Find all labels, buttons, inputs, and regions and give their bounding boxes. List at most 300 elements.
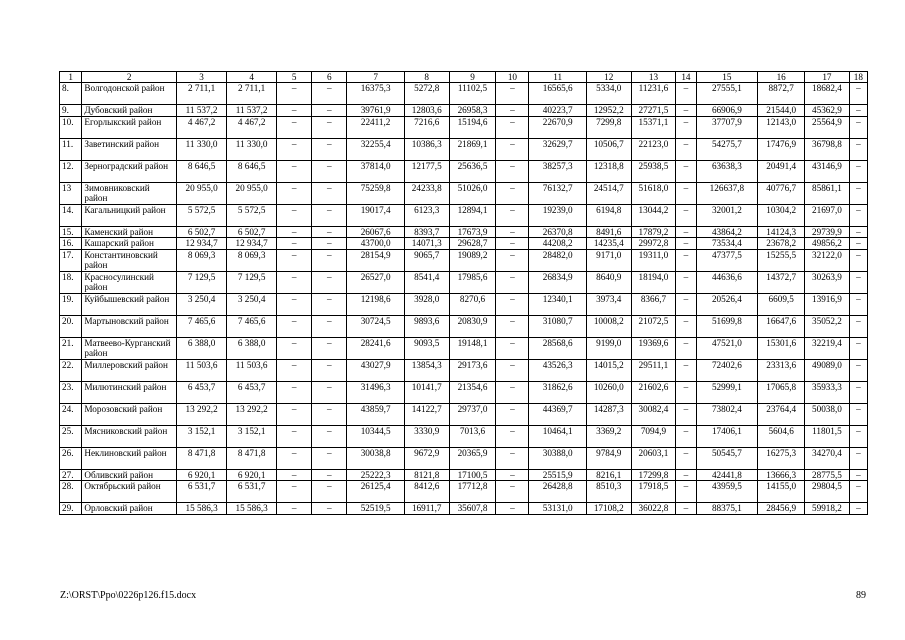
value-cell: 12340,1 bbox=[529, 293, 586, 315]
value-cell: 13 292,2 bbox=[177, 403, 227, 425]
row-number-cell: 18. bbox=[60, 271, 82, 293]
empty-value-cell: – bbox=[496, 503, 529, 515]
value-cell: 15301,6 bbox=[758, 337, 805, 359]
value-cell: 20 955,0 bbox=[177, 182, 227, 204]
value-cell: 9171,0 bbox=[586, 249, 631, 271]
empty-value-cell: – bbox=[277, 359, 312, 381]
table-row bbox=[60, 116, 868, 138]
value-cell: 15 586,3 bbox=[227, 503, 277, 515]
table-row bbox=[60, 204, 868, 226]
empty-value-cell: – bbox=[496, 249, 529, 271]
value-cell: 21354,6 bbox=[449, 381, 496, 403]
value-cell: 66906,9 bbox=[696, 105, 758, 117]
empty-value-cell: – bbox=[496, 381, 529, 403]
value-cell: 50545,7 bbox=[696, 447, 758, 469]
value-cell: 8 646,5 bbox=[227, 160, 277, 182]
empty-value-cell: – bbox=[496, 425, 529, 447]
empty-value-cell: – bbox=[277, 425, 312, 447]
row-number-cell: 25. bbox=[60, 425, 82, 447]
value-cell: 25564,9 bbox=[805, 116, 850, 138]
value-cell: 16275,3 bbox=[758, 447, 805, 469]
empty-value-cell: – bbox=[676, 469, 696, 481]
value-cell: 26834,9 bbox=[529, 271, 586, 293]
column-number-cell: 15 bbox=[696, 72, 758, 83]
district-name-cell: Егорлыкский район bbox=[82, 116, 177, 138]
column-number-cell: 4 bbox=[227, 72, 277, 83]
value-cell: 12894,1 bbox=[449, 204, 496, 226]
value-cell: 20365,9 bbox=[449, 447, 496, 469]
value-cell: 6 920,1 bbox=[177, 469, 227, 481]
column-number-cell: 8 bbox=[404, 72, 449, 83]
value-cell: 7 129,5 bbox=[177, 271, 227, 293]
value-cell: 44208,2 bbox=[529, 238, 586, 250]
value-cell: 9784,9 bbox=[586, 447, 631, 469]
empty-value-cell: – bbox=[277, 481, 312, 503]
value-cell: 12 934,7 bbox=[227, 238, 277, 250]
empty-value-cell: – bbox=[676, 116, 696, 138]
row-number-cell: 13 bbox=[60, 182, 82, 204]
value-cell: 16647,6 bbox=[758, 315, 805, 337]
value-cell: 6 531,7 bbox=[227, 481, 277, 503]
value-cell: 24514,7 bbox=[586, 182, 631, 204]
value-cell: 9199,0 bbox=[586, 337, 631, 359]
empty-value-cell: – bbox=[496, 447, 529, 469]
district-name-cell: Матвеево-Курганский район bbox=[82, 337, 177, 359]
value-cell: 24233,8 bbox=[404, 182, 449, 204]
district-name-cell: Милютинский район bbox=[82, 381, 177, 403]
empty-value-cell: – bbox=[676, 315, 696, 337]
value-cell: 17879,2 bbox=[631, 226, 676, 238]
value-cell: 19311,0 bbox=[631, 249, 676, 271]
value-cell: 5604,6 bbox=[758, 425, 805, 447]
file-path-footer: Z:\ORST\Ppo\0226p126.f15.docx bbox=[60, 590, 197, 601]
value-cell: 14372,7 bbox=[758, 271, 805, 293]
empty-value-cell: – bbox=[676, 425, 696, 447]
value-cell: 12952,2 bbox=[586, 105, 631, 117]
value-cell: 5334,0 bbox=[586, 83, 631, 105]
value-cell: 73534,4 bbox=[696, 238, 758, 250]
empty-value-cell: – bbox=[676, 271, 696, 293]
value-cell: 4 467,2 bbox=[177, 116, 227, 138]
value-cell: 22123,0 bbox=[631, 138, 676, 160]
value-cell: 3973,4 bbox=[586, 293, 631, 315]
value-cell: 10344,5 bbox=[347, 425, 404, 447]
table-row bbox=[60, 447, 868, 469]
value-cell: 34270,4 bbox=[805, 447, 850, 469]
table-row bbox=[60, 381, 868, 403]
empty-value-cell: – bbox=[312, 160, 347, 182]
table-row bbox=[60, 105, 868, 117]
value-cell: 27555,1 bbox=[696, 83, 758, 105]
district-name-cell: Заветинский район bbox=[82, 138, 177, 160]
row-number-cell: 22. bbox=[60, 359, 82, 381]
value-cell: 35607,8 bbox=[449, 503, 496, 515]
empty-value-cell: – bbox=[676, 403, 696, 425]
value-cell: 6 920,1 bbox=[227, 469, 277, 481]
empty-value-cell: – bbox=[496, 116, 529, 138]
value-cell: 51026,0 bbox=[449, 182, 496, 204]
empty-value-cell: – bbox=[312, 425, 347, 447]
value-cell: 37814,0 bbox=[347, 160, 404, 182]
value-cell: 16911,7 bbox=[404, 503, 449, 515]
value-cell: 17673,9 bbox=[449, 226, 496, 238]
column-number-cell: 14 bbox=[676, 72, 696, 83]
district-name-cell: Неклиновский район bbox=[82, 447, 177, 469]
value-cell: 8 069,3 bbox=[177, 249, 227, 271]
value-cell: 13 292,2 bbox=[227, 403, 277, 425]
value-cell: 7094,9 bbox=[631, 425, 676, 447]
value-cell: 40223,7 bbox=[529, 105, 586, 117]
value-cell: 19148,1 bbox=[449, 337, 496, 359]
empty-value-cell: – bbox=[277, 226, 312, 238]
value-cell: 11 537,2 bbox=[227, 105, 277, 117]
value-cell: 7 465,6 bbox=[227, 315, 277, 337]
value-cell: 30263,9 bbox=[805, 271, 850, 293]
value-cell: 126637,8 bbox=[696, 182, 758, 204]
empty-value-cell: – bbox=[676, 249, 696, 271]
value-cell: 19017,4 bbox=[347, 204, 404, 226]
empty-value-cell: – bbox=[496, 105, 529, 117]
empty-value-cell: – bbox=[849, 469, 867, 481]
district-name-cell: Морозовский район bbox=[82, 403, 177, 425]
column-number-cell: 5 bbox=[277, 72, 312, 83]
empty-value-cell: – bbox=[849, 249, 867, 271]
empty-value-cell: – bbox=[312, 204, 347, 226]
table-row bbox=[60, 83, 868, 105]
value-cell: 17476,9 bbox=[758, 138, 805, 160]
value-cell: 17985,6 bbox=[449, 271, 496, 293]
value-cell: 8366,7 bbox=[631, 293, 676, 315]
empty-value-cell: – bbox=[312, 503, 347, 515]
value-cell: 11 330,0 bbox=[177, 138, 227, 160]
value-cell: 15371,1 bbox=[631, 116, 676, 138]
value-cell: 3 152,1 bbox=[177, 425, 227, 447]
empty-value-cell: – bbox=[676, 337, 696, 359]
empty-value-cell: – bbox=[277, 337, 312, 359]
empty-value-cell: – bbox=[312, 105, 347, 117]
value-cell: 11 330,0 bbox=[227, 138, 277, 160]
value-cell: 20830,9 bbox=[449, 315, 496, 337]
value-cell: 29804,5 bbox=[805, 481, 850, 503]
value-cell: 8491,6 bbox=[586, 226, 631, 238]
empty-value-cell: – bbox=[849, 204, 867, 226]
empty-value-cell: – bbox=[676, 503, 696, 515]
table-row bbox=[60, 238, 868, 250]
value-cell: 31862,6 bbox=[529, 381, 586, 403]
empty-value-cell: – bbox=[849, 359, 867, 381]
empty-value-cell: – bbox=[277, 105, 312, 117]
empty-value-cell: – bbox=[676, 359, 696, 381]
table-row bbox=[60, 249, 868, 271]
district-name-cell: Волгодонской район bbox=[82, 83, 177, 105]
value-cell: 28456,9 bbox=[758, 503, 805, 515]
empty-value-cell: – bbox=[312, 83, 347, 105]
value-cell: 16565,6 bbox=[529, 83, 586, 105]
value-cell: 85861,1 bbox=[805, 182, 850, 204]
empty-value-cell: – bbox=[849, 447, 867, 469]
value-cell: 8121,8 bbox=[404, 469, 449, 481]
value-cell: 28241,6 bbox=[347, 337, 404, 359]
value-cell: 19089,2 bbox=[449, 249, 496, 271]
value-cell: 9093,5 bbox=[404, 337, 449, 359]
district-name-cell: Зерноградский район bbox=[82, 160, 177, 182]
value-cell: 7013,6 bbox=[449, 425, 496, 447]
table-row bbox=[60, 337, 868, 359]
value-cell: 12177,5 bbox=[404, 160, 449, 182]
column-number-cell: 12 bbox=[586, 72, 631, 83]
value-cell: 8270,6 bbox=[449, 293, 496, 315]
empty-value-cell: – bbox=[312, 226, 347, 238]
value-cell: 17100,5 bbox=[449, 469, 496, 481]
empty-value-cell: – bbox=[676, 138, 696, 160]
value-cell: 8 471,8 bbox=[177, 447, 227, 469]
value-cell: 14071,3 bbox=[404, 238, 449, 250]
value-cell: 38257,3 bbox=[529, 160, 586, 182]
empty-value-cell: – bbox=[849, 293, 867, 315]
district-name-cell: Зимовниковский район bbox=[82, 182, 177, 204]
value-cell: 23764,4 bbox=[758, 403, 805, 425]
value-cell: 51699,8 bbox=[696, 315, 758, 337]
empty-value-cell: – bbox=[277, 447, 312, 469]
value-cell: 14124,3 bbox=[758, 226, 805, 238]
value-cell: 11102,5 bbox=[449, 83, 496, 105]
empty-value-cell: – bbox=[496, 271, 529, 293]
value-cell: 19239,0 bbox=[529, 204, 586, 226]
empty-value-cell: – bbox=[277, 315, 312, 337]
table-row bbox=[60, 359, 868, 381]
table-row bbox=[60, 503, 868, 515]
value-cell: 44369,7 bbox=[529, 403, 586, 425]
value-cell: 5 572,5 bbox=[177, 204, 227, 226]
empty-value-cell: – bbox=[277, 381, 312, 403]
column-number-cell: 11 bbox=[529, 72, 586, 83]
value-cell: 20 955,0 bbox=[227, 182, 277, 204]
value-cell: 8412,6 bbox=[404, 481, 449, 503]
value-cell: 3 250,4 bbox=[177, 293, 227, 315]
value-cell: 25938,5 bbox=[631, 160, 676, 182]
value-cell: 5 572,5 bbox=[227, 204, 277, 226]
value-cell: 29173,6 bbox=[449, 359, 496, 381]
value-cell: 10260,0 bbox=[586, 381, 631, 403]
district-name-cell: Мартыновский район bbox=[82, 315, 177, 337]
district-name-cell: Константиновский район bbox=[82, 249, 177, 271]
value-cell: 76132,7 bbox=[529, 182, 586, 204]
empty-value-cell: – bbox=[277, 503, 312, 515]
empty-value-cell: – bbox=[277, 238, 312, 250]
value-cell: 6 502,7 bbox=[177, 226, 227, 238]
value-cell: 28775,5 bbox=[805, 469, 850, 481]
empty-value-cell: – bbox=[676, 204, 696, 226]
empty-value-cell: – bbox=[676, 160, 696, 182]
value-cell: 17108,2 bbox=[586, 503, 631, 515]
value-cell: 19369,6 bbox=[631, 337, 676, 359]
value-cell: 10304,2 bbox=[758, 204, 805, 226]
value-cell: 6 388,0 bbox=[177, 337, 227, 359]
row-number-cell: 17. bbox=[60, 249, 82, 271]
table-row bbox=[60, 425, 868, 447]
empty-value-cell: – bbox=[496, 469, 529, 481]
empty-value-cell: – bbox=[676, 182, 696, 204]
district-name-cell: Мясниковский район bbox=[82, 425, 177, 447]
empty-value-cell: – bbox=[312, 238, 347, 250]
value-cell: 25222,3 bbox=[347, 469, 404, 481]
value-cell: 8640,9 bbox=[586, 271, 631, 293]
row-number-cell: 8. bbox=[60, 83, 82, 105]
empty-value-cell: – bbox=[676, 226, 696, 238]
value-cell: 13916,9 bbox=[805, 293, 850, 315]
value-cell: 26428,8 bbox=[529, 481, 586, 503]
value-cell: 29737,0 bbox=[449, 403, 496, 425]
row-number-cell: 26. bbox=[60, 447, 82, 469]
value-cell: 20491,4 bbox=[758, 160, 805, 182]
value-cell: 11 503,6 bbox=[227, 359, 277, 381]
empty-value-cell: – bbox=[849, 337, 867, 359]
value-cell: 43146,9 bbox=[805, 160, 850, 182]
empty-value-cell: – bbox=[312, 293, 347, 315]
value-cell: 51618,0 bbox=[631, 182, 676, 204]
empty-value-cell: – bbox=[676, 105, 696, 117]
value-cell: 7216,6 bbox=[404, 116, 449, 138]
value-cell: 27271,5 bbox=[631, 105, 676, 117]
empty-value-cell: – bbox=[277, 271, 312, 293]
empty-value-cell: – bbox=[277, 160, 312, 182]
column-number-cell: 16 bbox=[758, 72, 805, 83]
row-number-cell: 15. bbox=[60, 226, 82, 238]
value-cell: 13854,3 bbox=[404, 359, 449, 381]
value-cell: 28482,0 bbox=[529, 249, 586, 271]
value-cell: 21697,0 bbox=[805, 204, 850, 226]
value-cell: 49089,0 bbox=[805, 359, 850, 381]
column-number-cell: 3 bbox=[177, 72, 227, 83]
value-cell: 15194,6 bbox=[449, 116, 496, 138]
district-name-cell: Октябрьский район bbox=[82, 481, 177, 503]
empty-value-cell: – bbox=[312, 315, 347, 337]
empty-value-cell: – bbox=[312, 182, 347, 204]
row-number-cell: 27. bbox=[60, 469, 82, 481]
value-cell: 12 934,7 bbox=[177, 238, 227, 250]
empty-value-cell: – bbox=[312, 116, 347, 138]
row-number-cell: 23. bbox=[60, 381, 82, 403]
value-cell: 11801,5 bbox=[805, 425, 850, 447]
value-cell: 26370,8 bbox=[529, 226, 586, 238]
value-cell: 8216,1 bbox=[586, 469, 631, 481]
value-cell: 3928,0 bbox=[404, 293, 449, 315]
empty-value-cell: – bbox=[277, 204, 312, 226]
value-cell: 39761,9 bbox=[347, 105, 404, 117]
empty-value-cell: – bbox=[496, 337, 529, 359]
value-cell: 10506,7 bbox=[586, 138, 631, 160]
value-cell: 17299,8 bbox=[631, 469, 676, 481]
row-number-cell: 29. bbox=[60, 503, 82, 515]
value-cell: 3330,9 bbox=[404, 425, 449, 447]
column-number-cell: 7 bbox=[347, 72, 404, 83]
value-cell: 8872,7 bbox=[758, 83, 805, 105]
empty-value-cell: – bbox=[676, 238, 696, 250]
value-cell: 29739,9 bbox=[805, 226, 850, 238]
value-cell: 75259,8 bbox=[347, 182, 404, 204]
column-number-cell: 6 bbox=[312, 72, 347, 83]
value-cell: 16375,3 bbox=[347, 83, 404, 105]
empty-value-cell: – bbox=[676, 381, 696, 403]
empty-value-cell: – bbox=[312, 249, 347, 271]
district-name-cell: Орловский район bbox=[82, 503, 177, 515]
value-cell: 20526,4 bbox=[696, 293, 758, 315]
empty-value-cell: – bbox=[496, 182, 529, 204]
value-cell: 8 069,3 bbox=[227, 249, 277, 271]
value-cell: 11 503,6 bbox=[177, 359, 227, 381]
empty-value-cell: – bbox=[676, 481, 696, 503]
page-number: 89 bbox=[856, 590, 866, 601]
empty-value-cell: – bbox=[496, 204, 529, 226]
column-number-cell: 2 bbox=[82, 72, 177, 83]
empty-value-cell: – bbox=[496, 481, 529, 503]
empty-value-cell: – bbox=[849, 238, 867, 250]
value-cell: 49856,2 bbox=[805, 238, 850, 250]
value-cell: 52999,1 bbox=[696, 381, 758, 403]
value-cell: 6194,8 bbox=[586, 204, 631, 226]
district-name-cell: Красносулинский район bbox=[82, 271, 177, 293]
value-cell: 52519,5 bbox=[347, 503, 404, 515]
value-cell: 7299,8 bbox=[586, 116, 631, 138]
value-cell: 9065,7 bbox=[404, 249, 449, 271]
table-row bbox=[60, 271, 868, 293]
row-number-cell: 19. bbox=[60, 293, 82, 315]
empty-value-cell: – bbox=[496, 359, 529, 381]
value-cell: 26527,0 bbox=[347, 271, 404, 293]
value-cell: 10008,2 bbox=[586, 315, 631, 337]
value-cell: 47521,0 bbox=[696, 337, 758, 359]
value-cell: 6 453,7 bbox=[227, 381, 277, 403]
value-cell: 47377,5 bbox=[696, 249, 758, 271]
empty-value-cell: – bbox=[496, 403, 529, 425]
empty-value-cell: – bbox=[849, 116, 867, 138]
value-cell: 59918,2 bbox=[805, 503, 850, 515]
value-cell: 6 453,7 bbox=[177, 381, 227, 403]
value-cell: 17406,1 bbox=[696, 425, 758, 447]
value-cell: 11231,6 bbox=[631, 83, 676, 105]
row-number-cell: 20. bbox=[60, 315, 82, 337]
empty-value-cell: – bbox=[496, 226, 529, 238]
value-cell: 13666,3 bbox=[758, 469, 805, 481]
value-cell: 32629,7 bbox=[529, 138, 586, 160]
value-cell: 21544,0 bbox=[758, 105, 805, 117]
row-number-cell: 10. bbox=[60, 116, 82, 138]
value-cell: 25636,5 bbox=[449, 160, 496, 182]
table-row bbox=[60, 293, 868, 315]
table-row bbox=[60, 481, 868, 503]
value-cell: 15255,5 bbox=[758, 249, 805, 271]
empty-value-cell: – bbox=[277, 83, 312, 105]
empty-value-cell: – bbox=[849, 182, 867, 204]
empty-value-cell: – bbox=[496, 315, 529, 337]
district-name-cell: Миллеровский район bbox=[82, 359, 177, 381]
column-number-cell: 17 bbox=[805, 72, 850, 83]
value-cell: 42441,8 bbox=[696, 469, 758, 481]
value-cell: 11 537,2 bbox=[177, 105, 227, 117]
row-number-cell: 12. bbox=[60, 160, 82, 182]
value-cell: 30082,4 bbox=[631, 403, 676, 425]
empty-value-cell: – bbox=[312, 469, 347, 481]
value-cell: 63638,3 bbox=[696, 160, 758, 182]
value-cell: 3 152,1 bbox=[227, 425, 277, 447]
row-number-cell: 16. bbox=[60, 238, 82, 250]
district-name-cell: Дубовский район bbox=[82, 105, 177, 117]
value-cell: 26958,3 bbox=[449, 105, 496, 117]
value-cell: 14235,4 bbox=[586, 238, 631, 250]
value-cell: 6 531,7 bbox=[177, 481, 227, 503]
value-cell: 14122,7 bbox=[404, 403, 449, 425]
value-cell: 29628,7 bbox=[449, 238, 496, 250]
